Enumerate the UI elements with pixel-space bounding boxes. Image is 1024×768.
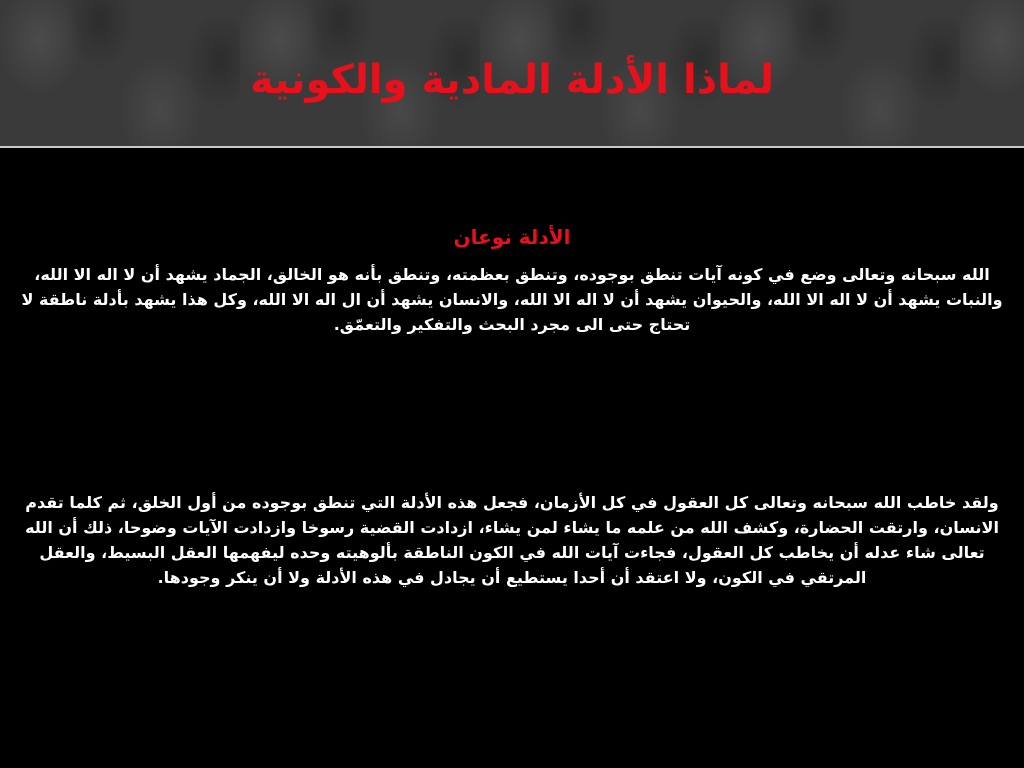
slide-title: لماذا الأدلة المادية والكونية — [249, 57, 775, 103]
paragraph-2: ولقد خاطب الله سبحانه وتعالى كل العقول في كل الأزمان، فجعل هذه الأدلة التي تنطق بوجوده من أول الخلق، ثم كلما تقدم الانسان، وارتقت الحضارة، وكشف الله من علمه ما يشاء لمن يشاء، ازدادت القضية رسوخا وازدادت الآيات وضوحا، ذلك أن الله تعالى شاء عدله أن يخاطب كل العقول، فجاءت آيات الله في الكون الناطقة بألوهيته وحده ليفهمها العقل البسيط، والعقل المرتقي في الكون، ولا اعتقد أن أحدا يستطيع أن يجادل في هذه الأدلة ولا أن ينكر وجودها. — [25, 493, 999, 587]
paragraph-1: الله سبحانه وتعالى وضع في كونه آيات تنطق بوجوده، وتنطق بعظمته، وتنطق بأنه هو الخالق، الجماد يشهد أن لا اله الا الله، والنبات يشهد أن لا اله الا الله، والحيوان يشهد أن لا اله الا الله، والانسان يشهد أن ال اله الا الله، وكل هذا يشهد بأدلة ناطقة لا تحتاج حتى الى مجرد البحث والتفكير والتعمّق. — [21, 265, 1003, 334]
content-block-1 — [12, 222, 1012, 337]
subheading: الأدلة نوعان — [453, 225, 571, 249]
